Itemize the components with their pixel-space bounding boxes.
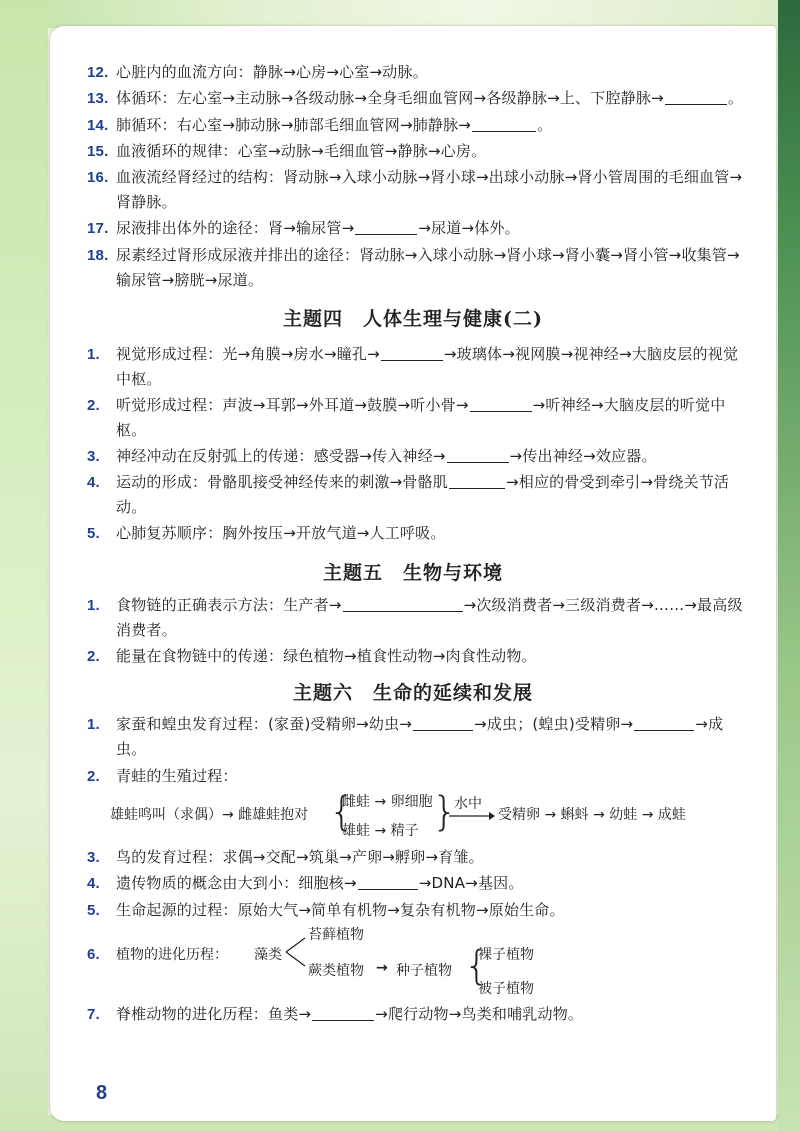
plant-diagram-gymnosperm: 裸子植物 [478,947,534,963]
list-item: 15. 血液循环的规律：心室→动脉→毛细血管→静脉→心房。 [87,142,487,160]
brace-left-icon: { [329,789,355,835]
plant-diagram-seed: 种子植物 [396,963,452,979]
list-item: 4. 运动的形成：骨骼肌接受神经传来的刺激→骨骼肌 →相应的骨受到牵引→骨绕关节活动。 [87,473,730,516]
list-item: 4. 遗传物质的概念由大到小：细胞核→ →DNA→基因。 [87,874,524,892]
plant-diagram-label: 植物的进化历程： [116,947,228,963]
list-item: 5. 心肺复苏顺序：胸外按压→开放气道→人工呼吸。 [87,524,446,542]
answer-blank[interactable] [470,395,532,412]
answer-blank[interactable] [312,1004,374,1021]
long-arrow-icon [449,811,495,821]
frog-diagram-start: 雄蛙鸣叫（求偶）→ 雌雄蛙抱对 [110,807,309,823]
plant-diagram-fern: 蕨类植物 [308,963,364,979]
list-item: 12. 心脏内的血流方向：静脉→心房→心室→动脉。 [87,63,428,81]
frog-diagram-end: 受精卵 → 蝌蚪 → 幼蛙 → 成蛙 [498,807,686,823]
page-frame-top [0,0,800,28]
page-frame-left [0,0,48,1131]
plant-diagram-angiosperm: 被子植物 [478,981,534,997]
frog-diagram-male: 雄蛙 → 精子 [342,823,419,839]
list-item: 16. 血液流经肾经过的结构：肾动脉→入球小动脉→肾小球→出球小动脉→肾小管周围的毛细血管→肾静脉。 [87,168,743,211]
arrow-right-icon: → [376,960,388,976]
list-item: 5. 生命起源的过程：原始大气→简单有机物→复杂有机物→原始生命。 [87,901,565,919]
answer-blank[interactable] [343,595,463,612]
plant-diagram-moss: 苔藓植物 [308,927,364,943]
frog-diagram-female: 雌蛙 → 卵细胞 [342,794,433,810]
page-number: 8 [96,1082,108,1104]
frog-diagram-arrow-label: 水中 [454,796,482,812]
answer-blank[interactable] [449,472,505,489]
list-item: 3. 神经冲动在反射弧上的传递：感受器→传入神经→ →传出神经→效应器。 [87,447,657,465]
book-edge-right [778,0,800,1131]
brace-right-icon: } [432,789,458,835]
list-item: 3. 鸟的发育过程：求偶→交配→筑巢→产卵→孵卵→育雏。 [87,848,484,866]
section-heading-theme6: 主题六 生命的延续和发展 [292,682,533,704]
section-heading-theme4: 主题四 人体生理与健康(二) [283,308,543,330]
list-item: 17. 尿液排出体外的途径：肾→输尿管→ →尿道→体外。 [87,219,520,237]
frog-reproduction-diagram [110,786,730,842]
answer-blank[interactable] [634,714,694,731]
answer-blank[interactable] [447,446,509,463]
answer-blank[interactable] [355,218,417,235]
plant-diagram-root: 藻类 [254,947,282,963]
answer-blank[interactable] [665,88,727,105]
split-branch-icon [285,936,307,968]
list-item: 18. 尿素经过肾形成尿液并排出的途径：肾动脉→入球小动脉→肾小球→肾小囊→肾小管→收集管→输尿管→膀胱→尿道。 [87,246,740,289]
answer-blank[interactable] [381,344,443,361]
list-item: 1. 视觉形成过程：光→角膜→房水→瞳孔→ →玻璃体→视网膜→视神经→大脑皮层的视觉中枢。 [87,345,739,388]
list-item: 14. 肺循环：右心室→肺动脉→肺部毛细血管网→肺静脉→ 。 [87,116,553,134]
list-item: 7. 脊椎动物的进化历程：鱼类→ →爬行动物→鸟类和哺乳动物。 [87,1005,584,1023]
list-item: 1. 食物链的正确表示方法：生产者→ →次级消费者→三级消费者→……→最高级消费者。 [87,596,743,639]
list-item: 2. 能量在食物链中的传递：绿色植物→植食性动物→肉食性动物。 [87,647,537,665]
answer-blank[interactable] [413,714,473,731]
list-item: 1. 家蚕和蝗虫发育过程：(家蚕)受精卵→幼虫→ →成虫；(蝗虫)受精卵→ →成虫。 [87,715,724,758]
plant-evolution-diagram [116,922,576,1000]
list-item: 13. 体循环：左心室→主动脉→各级动脉→全身毛细血管网→各级静脉→上、下腔静脉→ 。 [87,89,744,107]
section-heading-theme5: 主题五 生物与环境 [322,562,503,584]
list-item: 2. 青蛙的生殖过程： [87,767,238,785]
answer-blank[interactable] [358,873,418,890]
answer-blank[interactable] [472,115,536,132]
list-item: 2. 听觉形成过程：声波→耳郭→外耳道→鼓膜→听小骨→ →听神经→大脑皮层的听觉中枢。 [87,396,726,439]
brace-left-icon: { [464,943,490,989]
